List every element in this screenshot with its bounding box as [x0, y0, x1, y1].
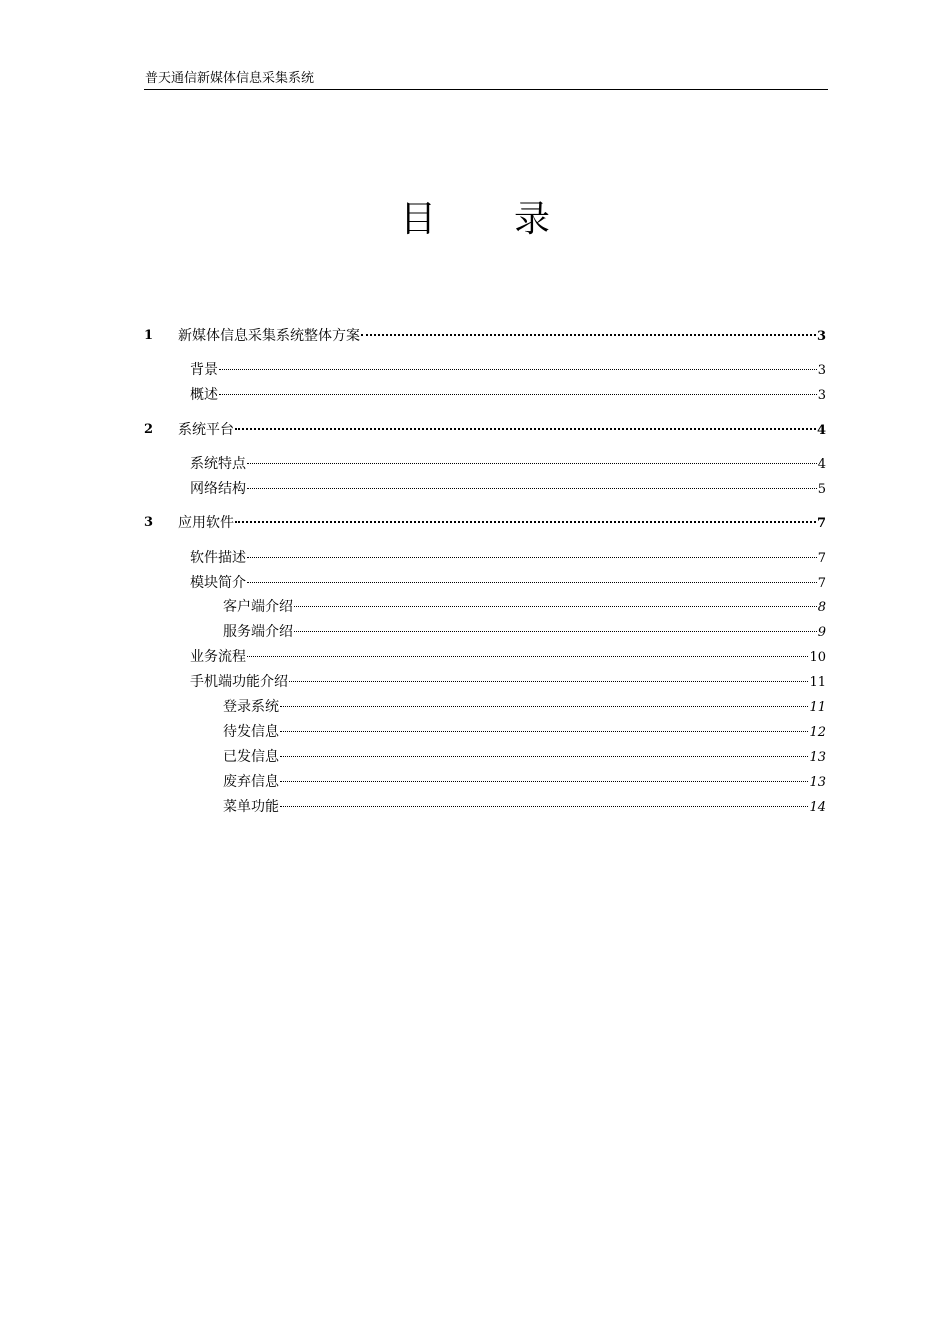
- toc-entry-label: 服务端介绍: [223, 624, 293, 640]
- toc-leader-dots: [219, 369, 817, 370]
- toc-leader-dots: [294, 631, 817, 632]
- toc-entry-label: 待发信息: [223, 724, 279, 740]
- toc-entry[interactable]: [144, 513, 826, 533]
- toc-entry[interactable]: [144, 385, 826, 405]
- toc-entry-page: 11: [809, 675, 826, 690]
- toc-entry-label: 应用软件: [178, 515, 234, 531]
- toc-entry-page: 4: [816, 423, 826, 438]
- toc-leader-dots: [219, 394, 817, 395]
- table-of-contents: [144, 0, 826, 1344]
- toc-entry[interactable]: [144, 647, 826, 667]
- toc-leader-dots: [247, 656, 808, 657]
- header-title: 普天通信新媒体信息采集系统: [145, 71, 315, 86]
- toc-entry-label: 软件描述: [190, 550, 246, 566]
- toc-leader-dots: [247, 463, 817, 464]
- toc-entry[interactable]: [144, 672, 826, 692]
- toc-entry-label: 背景: [190, 362, 218, 378]
- toc-entry[interactable]: [144, 548, 826, 568]
- toc-leader-dots: [247, 557, 817, 558]
- toc-leader-dots: [235, 521, 816, 523]
- toc-entry-page: 9: [817, 625, 826, 640]
- toc-leader-dots: [361, 334, 816, 336]
- toc-entry[interactable]: [144, 454, 826, 474]
- toc-entry-number: 1: [144, 328, 154, 343]
- toc-entry-page: 14: [809, 800, 826, 815]
- toc-entry-page: 7: [817, 576, 826, 591]
- toc-entry[interactable]: [144, 360, 826, 380]
- toc-entry-label: 废弃信息: [223, 774, 279, 790]
- toc-entry-label: 客户端介绍: [223, 599, 293, 615]
- toc-entry-page: 13: [809, 775, 826, 790]
- toc-leader-dots: [280, 781, 808, 782]
- toc-leader-dots: [280, 731, 808, 732]
- toc-entry[interactable]: [144, 697, 826, 717]
- toc-leader-dots: [289, 681, 808, 682]
- toc-entry-page: 3: [816, 329, 826, 344]
- toc-leader-dots: [247, 582, 817, 583]
- toc-leader-dots: [280, 806, 808, 807]
- toc-entry-label: 菜单功能: [223, 799, 279, 815]
- toc-title-char-2: 录: [514, 199, 551, 240]
- toc-entry[interactable]: [144, 326, 826, 346]
- toc-leader-dots: [280, 706, 808, 707]
- toc-entry-page: 3: [817, 363, 826, 378]
- toc-entry-label: 概述: [190, 387, 218, 403]
- toc-entry-label: 新媒体信息采集系统整体方案: [178, 328, 360, 344]
- toc-entry-page: 4: [817, 457, 826, 472]
- toc-entry-label: 模块简介: [190, 575, 246, 591]
- toc-leader-dots: [294, 606, 817, 607]
- toc-entry-page: 3: [817, 388, 826, 403]
- toc-leader-dots: [247, 488, 817, 489]
- toc-entry[interactable]: [144, 722, 826, 742]
- toc-entry-page: 13: [809, 750, 826, 765]
- toc-entry[interactable]: [144, 747, 826, 767]
- toc-leader-dots: [235, 428, 816, 430]
- toc-entry-page: 8: [817, 600, 826, 615]
- toc-entry-number: 2: [144, 422, 154, 437]
- toc-entry-label: 系统平台: [178, 422, 234, 438]
- toc-entry-label: 手机端功能介绍: [190, 674, 288, 690]
- toc-entry-label: 登录系统: [223, 699, 279, 715]
- toc-entry-page: 7: [816, 516, 826, 531]
- toc-entry-label: 已发信息: [223, 749, 279, 765]
- toc-entry-number: 3: [144, 515, 154, 530]
- toc-entry-page: 7: [817, 551, 826, 566]
- toc-entry[interactable]: [144, 479, 826, 499]
- toc-entry[interactable]: [144, 597, 826, 617]
- toc-entry-page: 5: [817, 482, 826, 497]
- toc-entry-label: 系统特点: [190, 456, 246, 472]
- toc-entry[interactable]: [144, 573, 826, 593]
- toc-entry[interactable]: [144, 797, 826, 817]
- toc-entry[interactable]: [144, 772, 826, 792]
- toc-entry-page: 11: [809, 700, 826, 715]
- toc-entry-label: 业务流程: [190, 649, 246, 665]
- toc-leader-dots: [280, 756, 808, 757]
- toc-entry-page: 12: [809, 725, 826, 740]
- toc-entry-label: 网络结构: [190, 481, 246, 497]
- toc-entry-page: 10: [809, 650, 826, 665]
- toc-entry[interactable]: [144, 420, 826, 440]
- toc-entry[interactable]: [144, 622, 826, 642]
- toc-title-char-1: 目: [399, 199, 436, 240]
